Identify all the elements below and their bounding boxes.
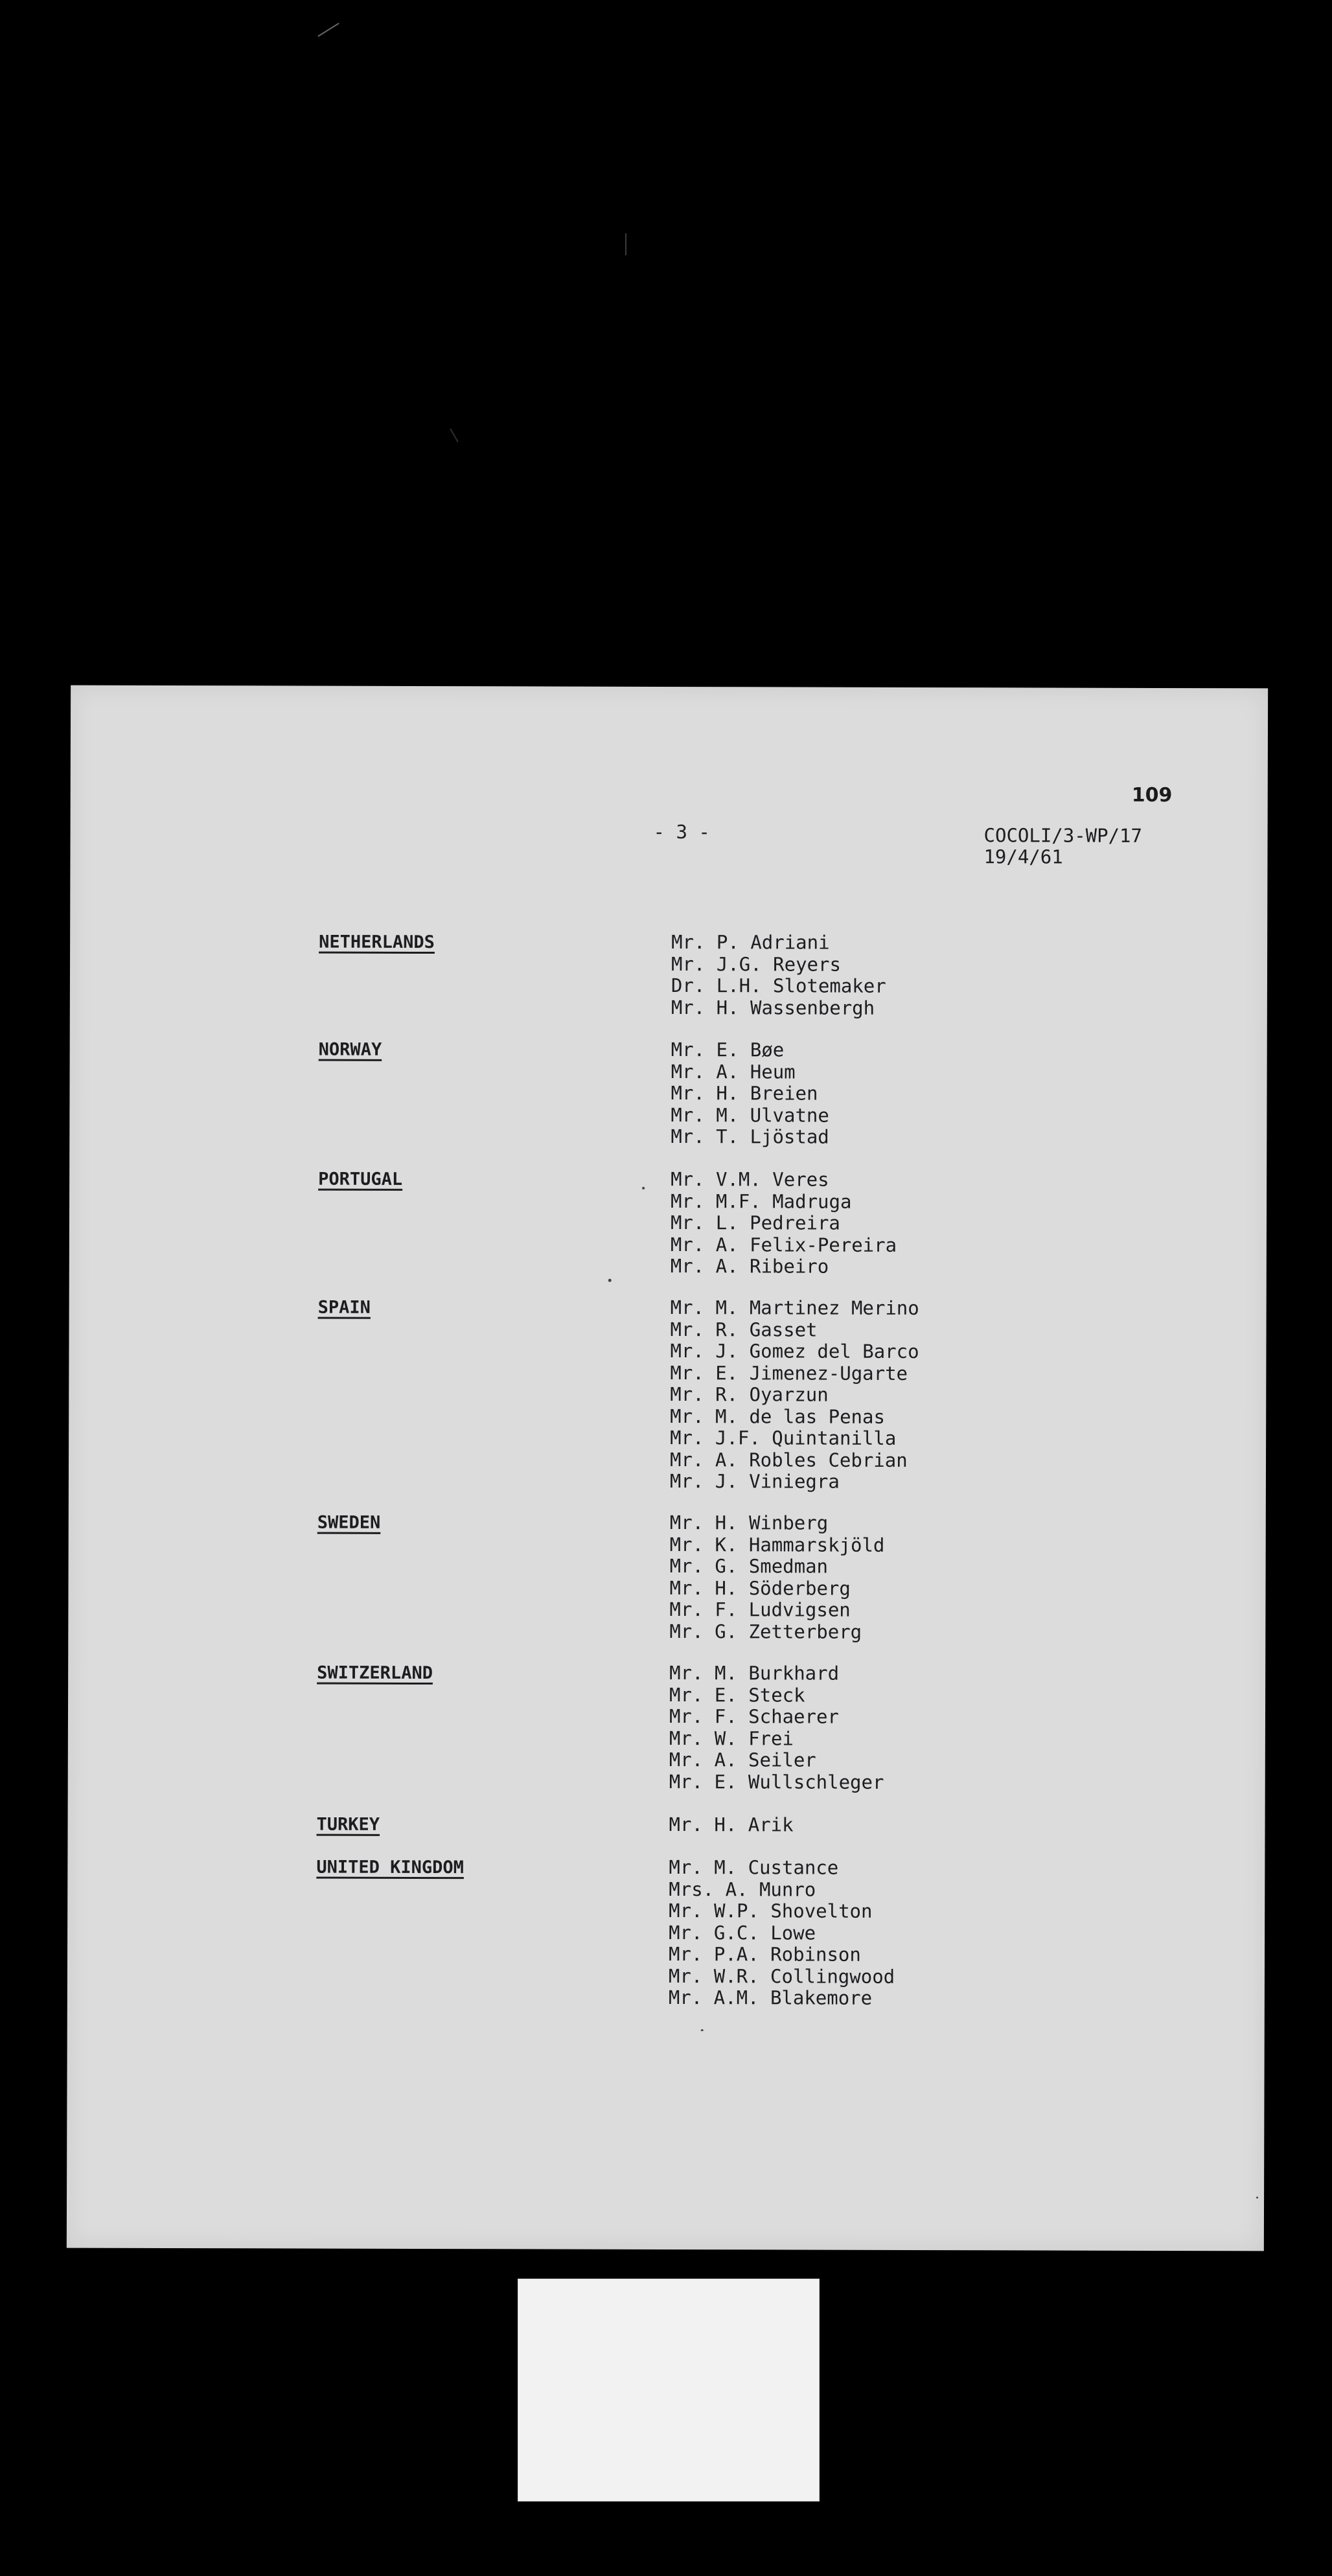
delegate-name: Mr. W.R. Collingwood [668, 1964, 895, 1988]
delegate-name: Mr. R. Oyarzun [670, 1383, 829, 1406]
delegate-name: Mr. M. Ulvatne [671, 1103, 829, 1127]
delegate-name: Mr. A. Felix-Pereira [670, 1233, 897, 1256]
delegate-name: Mr. E. Bøe [671, 1039, 785, 1061]
ink-speck [608, 1279, 612, 1282]
delegate-name: Mr. R. Gasset [670, 1318, 818, 1341]
delegate-name: Mr. E. Wullschleger [669, 1770, 884, 1793]
page-marker: - 3 - [653, 820, 710, 844]
delegate-name: Mr. M. Burkhard [669, 1662, 840, 1685]
delegate-name: Mr. E. Steck [669, 1683, 805, 1707]
delegate-name: Mr. A. Ribeiro [670, 1255, 829, 1278]
delegate-name: Dr. L.H. Slotemaker [671, 974, 886, 997]
delegate-list [671, 1169, 897, 1278]
delegate-name: Mr. H. Arik [669, 1813, 794, 1836]
delegate-name: Mr. F. Ludvigsen [669, 1598, 851, 1621]
scan-target-card [518, 2279, 819, 2501]
delegate-name: Mrs. A. Munro [669, 1878, 816, 1901]
delegate-name: Mr. P. Adriani [671, 931, 830, 954]
delegate-list [670, 1297, 919, 1493]
delegate-name: Mr. E. Jimenez-Ugarte [670, 1361, 908, 1385]
country-heading: SWEDEN [317, 1512, 381, 1533]
page-number: 109 [1131, 783, 1173, 807]
delegate-name: Mr. M. de las Penas [670, 1405, 885, 1428]
scan-scratch [625, 233, 626, 255]
ink-speck [642, 1187, 645, 1190]
country-heading: NORWAY [318, 1039, 382, 1060]
delegate-list [669, 1857, 895, 2009]
delegate-name: Mr. H. Winberg [669, 1512, 829, 1534]
ink-speck [701, 2029, 704, 2031]
document-date: 19/4/61 [983, 845, 1063, 868]
scan-scratch [450, 428, 459, 443]
country-heading: SPAIN [317, 1297, 371, 1318]
delegate-name: Mr. H. Breien [671, 1082, 818, 1105]
delegate-list [669, 1814, 794, 1836]
delegate-name: Mr. M. Martinez Merino [670, 1296, 919, 1320]
delegate-name: Mr. G. Zetterberg [669, 1620, 862, 1643]
delegate-name: Mr. A. Robles Cebrian [669, 1448, 908, 1471]
country-heading: SWITZERLAND [317, 1662, 433, 1684]
delegate-list [671, 1039, 829, 1148]
delegate-name: Mr. J.F. Quintanilla [670, 1427, 897, 1449]
country-heading: PORTUGAL [318, 1169, 403, 1190]
delegate-name: Mr. G. Smedman [669, 1555, 829, 1578]
delegate-name: Mr. J.G. Reyers [671, 952, 841, 976]
country-heading: TURKEY [316, 1814, 380, 1835]
delegate-name: Mr. W.P. Shovelton [669, 1900, 873, 1922]
delegate-name: Mr. A. Heum [671, 1060, 796, 1083]
delegate-list [669, 1662, 884, 1793]
delegate-name: Mr. F. Schaerer [669, 1705, 839, 1728]
delegate-name: Mr. J. Viniegra [669, 1470, 840, 1493]
document-reference: COCOLI/3-WP/17 [983, 824, 1143, 847]
ink-speck [1256, 2196, 1258, 2198]
delegate-list [671, 932, 886, 1019]
delegate-name: Mr. L. Pedreira [670, 1212, 840, 1234]
delegate-list [669, 1512, 884, 1643]
delegate-name: Mr. A. Seiler [669, 1749, 816, 1771]
delegate-name: Mr. A.M. Blakemore [668, 1986, 873, 2009]
delegate-name: Mr. H. Söderberg [669, 1576, 851, 1600]
delegate-name: Mr. V.M. Veres [671, 1168, 829, 1191]
country-heading: NETHERLANDS [319, 932, 435, 953]
scan-scratch [317, 23, 339, 37]
delegate-name: Mr. P.A. Robinson [668, 1943, 861, 1966]
delegate-name: Mr. M.F. Madruga [671, 1190, 852, 1213]
delegate-name: Mr. M. Custance [669, 1856, 839, 1879]
delegate-name: Mr. T. Ljöstad [671, 1125, 829, 1148]
delegate-name: Mr. W. Frei [669, 1727, 794, 1750]
delegate-name: Mr. K. Hammarskjöld [669, 1533, 885, 1556]
document-page [67, 685, 1268, 2251]
country-heading: UNITED KINGDOM [316, 1857, 465, 1878]
delegate-name: Mr. J. Gomez del Barco [670, 1340, 919, 1363]
delegate-name: Mr. G.C. Lowe [669, 1921, 816, 1944]
delegate-name: Mr. H. Wassenbergh [671, 996, 875, 1019]
